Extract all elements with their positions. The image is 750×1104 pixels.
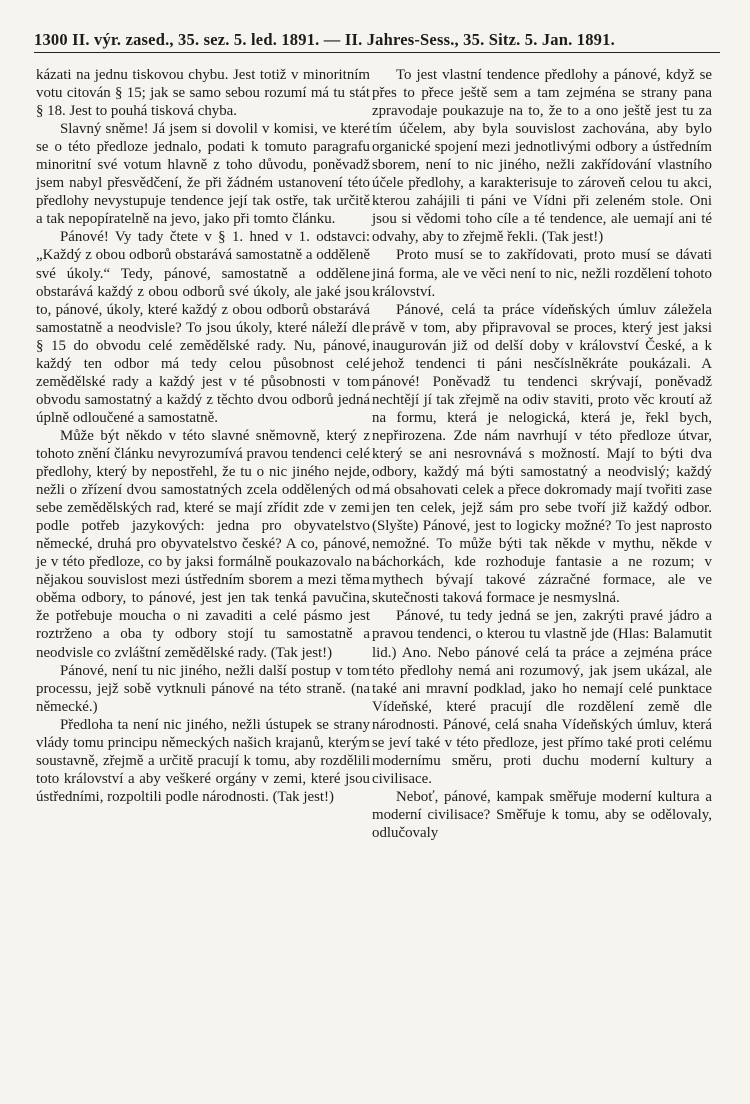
paragraph: kázati na jednu tiskovou chybu. Jest totiž v minoritním votu citován § 15; jak se samo sebou rozumí má tu stát § 18. Jest to pouhá tisková chyba. (36, 67, 370, 120)
paragraph: Pánové, tu tedy jedná se jen, zakrýti pravé jádro a pravou tendenci, o kterou tu vlastně jde (Hlas: Balamutit lid.) Ano. Nebo pánové celá ta práce a zejména práce této předlohy nemá ani rozumový, jak jsem ukázal, ale také ani mravní podklad, jako ho nemají celé punktace Vídeňské, které pracují dle rozdělení země dle národnosti. Pánové, celá snaha Vídeňských úmluv, která se jeví také v této předloze, jest přímo také proti celému modernímu směru, proti duchu moderní kultury a civilisace. (372, 608, 712, 787)
paragraph: Slavný sněme! Já jsem si dovolil v komisi, ve které se o této předloze jednalo, podati k tomuto paragrafu minoritní své votum hlavně z toho důvodu, poněvadž jsem nabyl přesvědčení, že při žádném ustanovení této předlohy nevystupuje tendence její tak ostře, tak určitě a tak nepopíratelně na jevo, jako při tomto článku. (36, 121, 370, 228)
paragraph: Pánové, není tu nic jiného, nežli další postup v tom processu, jejž sobě vytknuli pánové na této straně. (na německé.) (36, 662, 370, 715)
paragraph: Pánové, celá ta práce vídeňských úmluv záležela právě v tom, aby připravoval se proces, který jest jaksi inaugurován již od delší doby v království České, a k jehož tendenci ti páni nesčíslněkráte poukázali. A pánové! Poněvadž tu tendenci skrývají, poněvadž nechtějí jí tak zřejmě na odiv staviti, proto věc kroutí až na formu, která je nelogická, která je, řekl bych, nepřirozena. Zde nám navrhují v této předloze útvar, který se ani nesrovnává s možností. Mají to býti dva odbory, každý má býti samostatný a neodvislý; každý má obsahovati celek a přece dokromady mají tvořiti zase jen ten celek, jejž sám pro sebe tvoří již každý odbor. (Slyšte) Pánové, jest to logicky možné? To jest naprosto nemožné. To může býti tak někde v mythu, někde v báchorkách, kde rozhoduje fantasie a ne rozum; v mythech bývají takové zázračné formace, ale ve skutečnosti taková formace je nesmyslná. (372, 301, 712, 607)
running-head: 1300 II. výr. zased., 35. sez. 5. led. 1891. — II. Jahres-Sess., 35. Sitz. 5. Jan. 1891. (34, 30, 615, 49)
paragraph: Proto musí se to zakřídovati, proto musí se dávati jiná forma, ale ve věci není to nic, nežli rozdělení tohoto království. (372, 247, 712, 300)
paragraph: Předloha ta není nic jiného, nežli ústupek se strany vlády tomu principu německých našich krajanů, kterým soustavně, zřejmě a určitě pracují k tomu, aby rozdělili toto království a aby veškeré orgány v zemi, které jsou ústředními, rozpoltili podle národnosti. (Tak jest!) (36, 716, 370, 805)
paragraph: To jest vlastní tendence předlohy a pánové, když se přes to přece ještě sem a tam zejména se strany pana zpravodaje poukazuje na to, že to a ono ještě jest tu za tím účelem, aby byla souvislost zachována, aby bylo organické spojení mezi jednotlivými odbory a ústředním sborem, není to nic jiného, nežli zakřídování vlastního účele předlohy, a karakterisuje to zároveň celou tu akci, kterou zahájili ti páni ve Vídni při zeleném stole. Oni jsou si vědomi toho cíle a té tendence, ale uemají ani té odvahy, aby to zřejmě řekli. (Tak jest!) (372, 67, 712, 246)
paragraph: Pánové! Vy tady čtete v § 1. hned v 1. odstavci: „Každý z obou odborů obstarává samostatně a odděleně své úkoly.“ Tedy, pánové, samostatně a oddělene obstarává každý z obou odborů své úkoly, ale jaké jsou to, pánové, úkoly, které každý z obou odborů obstarává samostatně a neodvisle? To jsou úkoly, které náleží dle § 15 do obvodu celé zemědělské rady. Nu, pánové, každý ten odbor má tedy celou působnost celé zemědělské rady a každý jest v té působnosti v tom obvodu samostatný a každý z těchto dvou odborů jedná úplně odloučené a samostatně. (36, 229, 370, 426)
left-column (36, 66, 370, 806)
paragraph: Může být někdo v této slavné sněmovně, který z tohoto znění článku nevyrozumívá pravou tendenci celé předlohy, který by nepostřehl, že tu o nic jiného nejde, nežli o zřízení dvou samostatných zcela oddělených od sebe zemědělských rad, které se mají zřídit zde v zemi podle potřeb jazykových: jedna pro obyvatelstvo německé, druhá pro obyvatelstvo české? A co, pánové, je v této předloze, co by jaksi formálně poukazovalo na nějakou souvislost mezi ústředním sborem a mezi těma oběma odbory, to pánové, jest jen tak tenká pavučina, že potřebuje moucha o ni zavaditi a celé pásmo jest roztrženo a oba ty odbory stojí tu samostatně a neodvisle co zvláštní zemědělské rady. (Tak jest!) (36, 427, 370, 661)
right-column (372, 66, 712, 842)
page-header (34, 20, 720, 53)
paragraph: Neboť, pánové, kampak směřuje moderní kultura a moderní civilisace? Směřuje k tomu, aby se odělovaly, odlučovaly (372, 788, 712, 841)
